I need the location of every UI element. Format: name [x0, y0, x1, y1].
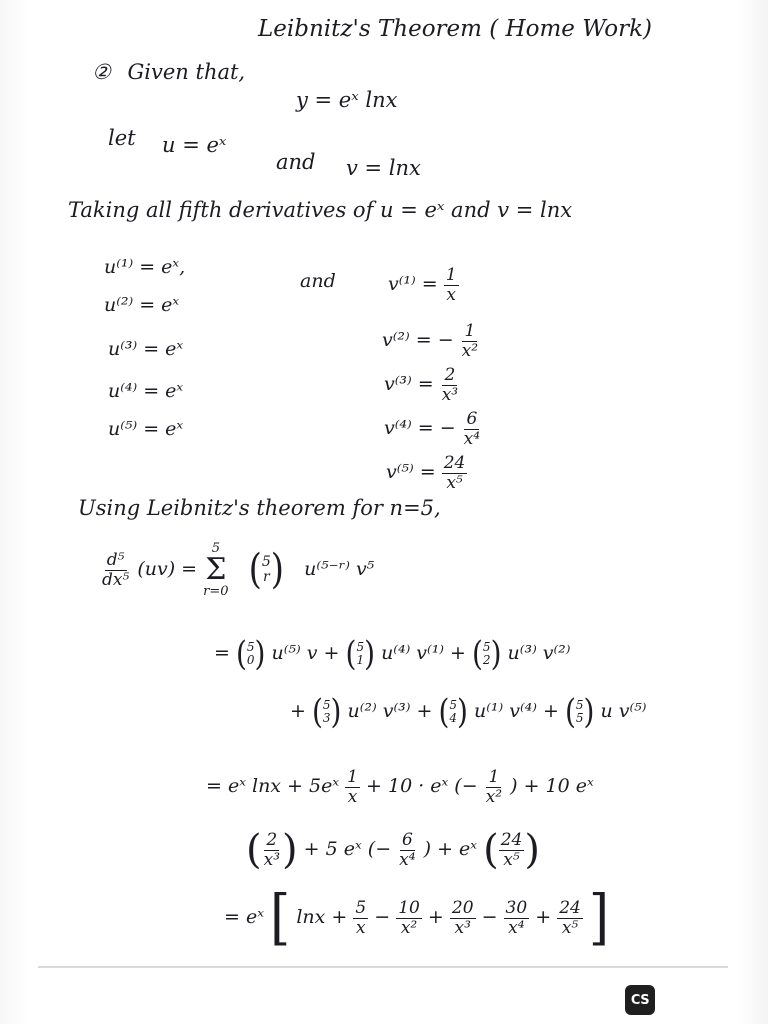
final-answer: = eˣ [ lnx + $\frac{5}{x}$ − $\frac{10}{\text{x²}}$ + $\frac{20}{\text{x³}}$ − $\frac{30}{\text{x⁴}}$ + $\frac{24}{\text{x⁵}}$ ]	[224, 883, 610, 953]
v-derivative-3: v⁽³⁾ = $\frac{2}{\text{x³}}$	[384, 365, 459, 405]
and-label-2: and	[300, 270, 336, 292]
u-derivative-4: u⁽⁴⁾ = eˣ	[108, 380, 184, 402]
let-u: u = eˣ	[162, 133, 227, 157]
using-theorem-text: Using Leibnitz's theorem for n=5,	[78, 496, 441, 520]
v-derivative-5: v⁽⁵⁾ = $\frac{24}{\text{x⁵}}$	[386, 453, 466, 493]
let-v: v = lnx	[346, 156, 421, 180]
v-derivative-2: v⁽²⁾ = − $\frac{1}{\text{x²}}$	[382, 321, 479, 361]
expansion-line-1: = ( 5 0 ) u⁽⁵⁾ v + ( 5 1 ) u⁽⁴⁾ v⁽¹⁾ + ( 5 2 ) u⁽³⁾ v⁽²⁾	[214, 633, 571, 674]
v-derivative-4: v⁽⁴⁾ = − $\frac{6}{\text{x⁴}}$	[384, 409, 481, 449]
binomial-coefficient: ( 5 r )	[248, 546, 285, 594]
u-derivative-2: u⁽²⁾ = eˣ	[104, 294, 180, 316]
derivative-operator: $\frac{\text{d⁵}}{\text{dx⁵}}$	[102, 549, 130, 590]
u-derivative-5: u⁽⁵⁾ = eˣ	[108, 418, 184, 440]
and-label: and	[276, 150, 316, 174]
substitution-line-1: = eˣ lnx + 5eˣ $\frac{1}{x}$ + 10 · eˣ (− $\frac{1}{\text{x²}}$ ) + 10 eˣ	[206, 767, 594, 807]
u-derivative-3: u⁽³⁾ = eˣ	[108, 338, 184, 360]
let-label: let	[108, 126, 136, 150]
problem-number: ② Given that,	[92, 60, 246, 84]
v-derivative-1: v⁽¹⁾ = $\frac{1}{x}$	[388, 265, 457, 305]
expansion-line-2: + ( 5 3 ) u⁽²⁾ v⁽³⁾ + ( 5 4 ) u⁽¹⁾ v⁽⁴⁾ + ( 5 5 ) u v⁽⁵⁾	[290, 691, 647, 732]
given-equation: y = eˣ lnx	[296, 88, 398, 112]
leibnitz-formula: $\frac{\text{d⁵}}{\text{dx⁵}}$ (uv) = 5 Σ r=0 ( 5 r ) u⁽⁵⁻ʳ⁾ v⁵	[102, 541, 375, 599]
camscanner-logo: CS	[625, 985, 655, 1015]
page-bottom-edge	[38, 966, 728, 968]
u-derivative-1: u⁽¹⁾ = eˣ,	[104, 256, 186, 278]
summation-sign: 5 Σ r=0	[203, 541, 229, 599]
taking-text: Taking all fifth derivatives of u = eˣ and v = lnx	[68, 198, 573, 222]
substitution-line-2: ( $\frac{2}{\text{x³}}$ ) + 5 eˣ (− $\frac{6}{\text{x⁴}}$ ) + eˣ ( $\frac{24}{\text{x⁵}}$ )	[246, 827, 540, 873]
page-title: Leibnitz's Theorem ( Home Work)	[258, 16, 653, 42]
